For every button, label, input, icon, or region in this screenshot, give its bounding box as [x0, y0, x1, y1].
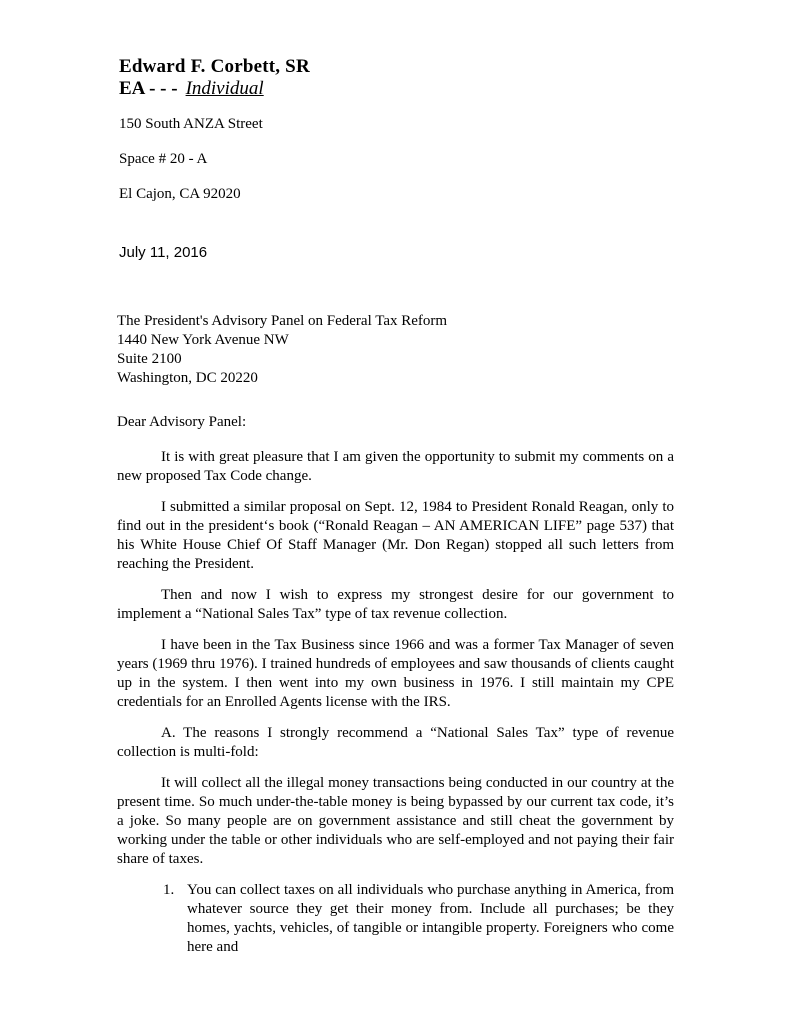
body-paragraph: I submitted a similar proposal on Sept. 12, 1984 to President Ronald Reagan, only to find out in the president‘s book (“Ronald Reagan – AN AMERICAN LIFE” page 537) that his White House Chief Of Staff Manager (Mr. Don Regan) stopped all such letters from reaching the President. — [117, 499, 674, 572]
letter-body — [117, 448, 674, 957]
sender-role: Individual — [185, 78, 264, 99]
recipient-address — [117, 312, 447, 388]
recipient-line: 1440 New York Avenue NW — [117, 332, 289, 348]
sender-name: Edward F. Corbett, SR — [119, 56, 310, 77]
body-paragraph: A. The reasons I strongly recommend a “National Sales Tax” type of revenue collection is multi-fold: — [117, 725, 674, 760]
letter-date: July 11, 2016 — [119, 244, 208, 261]
recipient-line: Suite 2100 — [117, 351, 182, 367]
recipient-line: Washington, DC 20220 — [117, 370, 258, 386]
body-paragraph: It is with great pleasure that I am given the opportunity to submit my comments on a new proposed Tax Code change. — [117, 449, 674, 484]
sender-street: 150 South ANZA Street — [119, 116, 263, 132]
salutation: Dear Advisory Panel: — [117, 414, 247, 430]
list-item-number: 1. — [163, 882, 175, 898]
body-paragraph: I have been in the Tax Business since 1966 and was a former Tax Manager of seven years (1969 thru 1976). I trained hundreds of employees and saw thousands of clients caught up in the system. I then went into my own business in 1976. I still maintain my CPE credentials for an Enrolled Agents license with the IRS. — [117, 637, 674, 710]
body-paragraph: It will collect all the illegal money transactions being conducted in our country at the present time. So much under-the-table money is being bypassed by our current tax code, it’s a joke. So many people are on government assistance and still cheat the government by working under the table or other individuals who are self-employed and not paying their fair share of taxes. — [117, 775, 674, 867]
sender-city: El Cajon, CA 92020 — [119, 186, 241, 202]
sender-credential-line — [119, 78, 264, 100]
sender-credential: EA - - - — [119, 78, 178, 99]
numbered-list — [117, 881, 674, 957]
list-item-text: You can collect taxes on all individuals who purchase anything in America, from whatever source they get their money from. Include all purchases; be they homes, yachts, vehicles, of tangible or intangible property. Foreigners who come here and — [187, 882, 674, 955]
recipient-line: The President's Advisory Panel on Federal Tax Reform — [117, 313, 448, 329]
body-paragraph: Then and now I wish to express my strongest desire for our government to implement a “National Sales Tax” type of tax revenue collection. — [117, 587, 674, 622]
list-item — [163, 881, 674, 957]
sender-space: Space # 20 - A — [119, 151, 208, 167]
